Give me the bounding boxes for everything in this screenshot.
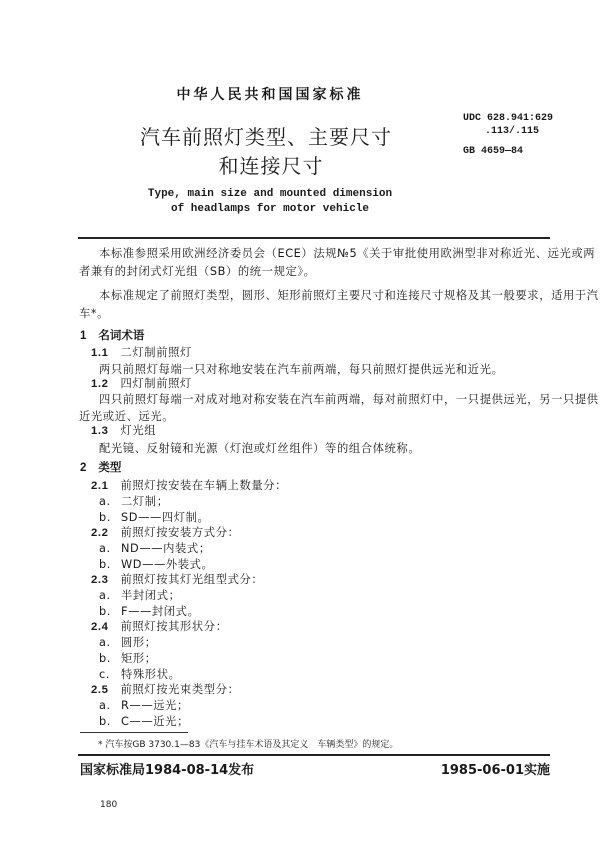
clause-title: 前照灯按其形状分： — [120, 620, 228, 633]
clause-1-2: 1.2 四灯制前照灯 — [91, 377, 192, 390]
udc-code-cont: .113/.115 — [485, 126, 540, 137]
clause-text: 近光或近、远光。 — [79, 410, 175, 423]
clause-option — [99, 540, 211, 556]
clause-number: 2.3 — [91, 574, 109, 586]
option-text: C——近光； — [121, 715, 189, 728]
option-text: 特殊形状。 — [121, 668, 181, 681]
option-text: SD——四灯制。 — [121, 511, 210, 524]
clause-number: 2.4 — [91, 621, 109, 633]
clause-option — [99, 556, 213, 572]
option-text: F——封闭式。 — [121, 605, 200, 618]
option-letter: b. — [99, 511, 111, 524]
option-letter: a. — [99, 636, 111, 649]
option-text: 二灯制； — [121, 495, 169, 508]
option-text: ND——内装式； — [121, 542, 211, 555]
footnote-rule — [80, 732, 188, 733]
footnote: * 汽车按GB 3730.1—83《汽车与挂车术语及其定义 车辆类型》的规定。 — [98, 740, 399, 750]
intro-line: 者兼有的封闭式灯光组（SB）的统一规定》。 — [79, 265, 316, 278]
intro-line: 本标准规定了前照灯类型，圆形、矩形前照灯主要尺寸和连接尺寸规格及其一般要求，适用于汽 — [99, 289, 599, 302]
clause-text: 配光镜、反射镜和光源（灯泡或灯丝组件）等的组合体统称。 — [99, 442, 421, 455]
option-letter: b. — [99, 652, 111, 665]
option-text: 圆形； — [121, 636, 157, 649]
clause-2-1 — [91, 477, 287, 493]
clause-option — [99, 697, 189, 713]
page-number: 180 — [100, 800, 118, 810]
option-text: R——远光； — [121, 699, 189, 712]
clause-option — [99, 587, 181, 603]
clause-text: 四只前照灯每端一对成对地对称安装在汽车前两端，每对前照灯中，一只提供远光，另一只提供 — [99, 393, 599, 406]
footer-rule — [78, 754, 550, 756]
option-letter: a. — [99, 699, 111, 712]
header-rule — [78, 237, 550, 239]
intro-line: 车*。 — [79, 307, 110, 320]
clause-option — [99, 713, 189, 729]
option-letter: b. — [99, 715, 111, 728]
issuing-org-header: 中华人民共和国国家标准 — [176, 87, 364, 103]
clause-option — [99, 493, 169, 509]
option-letter: a. — [99, 589, 111, 602]
clause-number: 2.1 — [91, 480, 109, 492]
clause-1-3: 1.3 灯光组 — [91, 424, 157, 437]
clause-option — [99, 650, 157, 666]
english-title-2: of headlamps for motor vehicle — [170, 203, 370, 215]
section-1-heading: 1 名词术语 — [80, 328, 145, 342]
option-text: 半封闭式； — [121, 589, 181, 602]
option-letter: b. — [99, 558, 111, 571]
clause-title: 前照灯按光束类型分： — [120, 683, 240, 696]
clause-2-2 — [91, 524, 240, 540]
option-letter: c. — [99, 668, 111, 681]
clause-number: 2.2 — [91, 527, 109, 539]
option-text: WD——外装式。 — [121, 558, 214, 571]
gb-number: GB 4659—84 — [463, 146, 524, 157]
effective-date: 1985-06-01实施 — [440, 763, 550, 778]
issue-date: 国家标准局1984-08-14发布 — [80, 763, 255, 778]
clause-option — [99, 666, 181, 682]
title-line-2: 和连接尺寸 — [218, 154, 324, 178]
section-2-heading: 2 类型 — [80, 460, 122, 474]
option-letter: a. — [99, 542, 111, 555]
clause-2-3 — [91, 571, 263, 587]
clause-option — [99, 509, 209, 525]
udc-code: UDC 628.941:629 — [463, 113, 554, 124]
clause-1-1: 1.1 二灯制前照灯 — [91, 346, 192, 359]
title-line-1: 汽车前照灯类型、主要尺寸 — [140, 125, 392, 149]
option-letter: a. — [99, 495, 111, 508]
option-text: 矩形； — [121, 652, 157, 665]
clause-title: 前照灯按安装在车辆上数量分： — [120, 479, 288, 492]
clause-text: 两只前照灯每端一只对称地安装在汽车前两端，每只前照灯提供远光和近光。 — [99, 363, 504, 376]
english-title-1: Type, main size and mounted dimension — [147, 188, 393, 200]
clause-number: 2.5 — [91, 684, 109, 696]
clause-2-4 — [91, 618, 228, 634]
clause-title: 前照灯按其灯光组型式分： — [120, 573, 264, 586]
clause-option — [99, 634, 157, 650]
intro-line: 本标准参照采用欧洲经济委员会（ECE）法规№5《关于审批使用欧洲型非对称近光、远光或两 — [99, 247, 596, 260]
clause-option — [99, 603, 199, 619]
clause-2-5 — [91, 681, 240, 697]
option-letter: b. — [99, 605, 111, 618]
clause-title: 前照灯按安装方式分： — [120, 526, 240, 539]
